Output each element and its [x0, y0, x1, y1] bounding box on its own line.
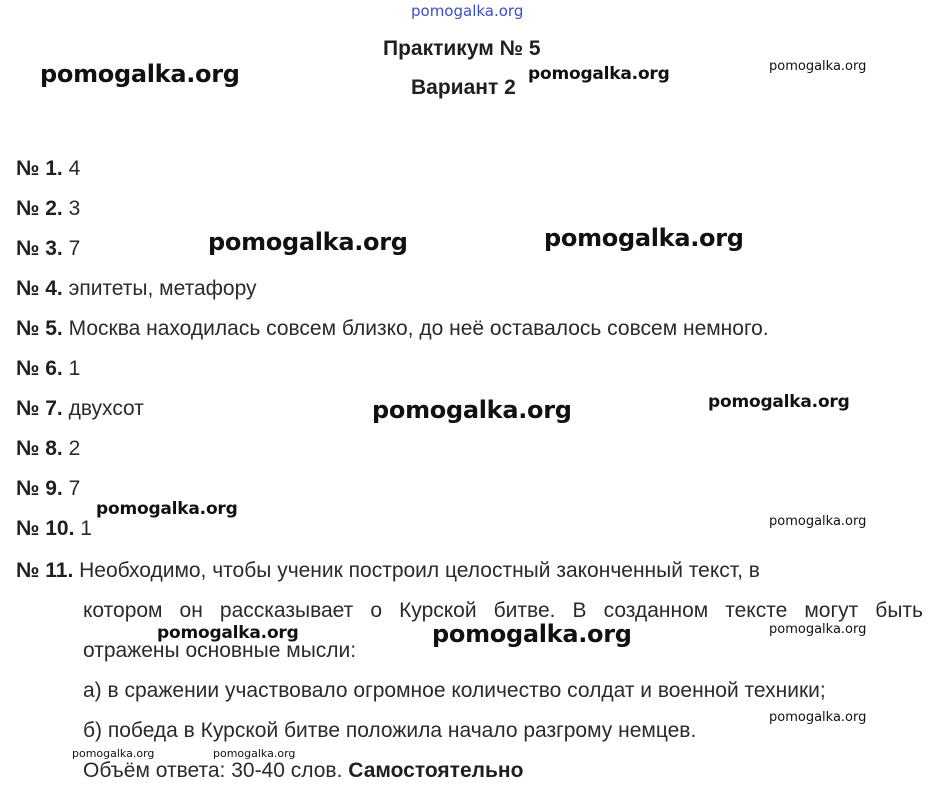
- page-subtitle: Вариант 2: [411, 76, 516, 99]
- task11-point-a: а) в сражении участвовало огромное количество солдат и военной техники;: [83, 679, 826, 702]
- answer-text: двухсот: [68, 397, 144, 420]
- page-title: Практикум № 5: [383, 37, 541, 60]
- answer-number: № 2.: [16, 197, 63, 220]
- watermark: pomogalka.org: [40, 60, 240, 88]
- volume-text: Объём ответа: 30-40 слов.: [83, 759, 343, 782]
- watermark-top: pomogalka.org: [411, 2, 524, 20]
- watermark: pomogalka.org: [769, 514, 867, 529]
- answer-row-4: [16, 276, 257, 302]
- answer-text: 7: [68, 477, 81, 500]
- watermark: pomogalka.org: [213, 747, 296, 760]
- answer-row-10: [16, 516, 92, 542]
- answer-row-9: [16, 476, 80, 502]
- watermark: pomogalka.org: [769, 710, 867, 725]
- volume-bold: Самостоятельно: [348, 759, 524, 782]
- watermark: pomogalka.org: [432, 620, 632, 648]
- answer-text: 1: [80, 517, 92, 540]
- task11-point-b: б) победа в Курской битве положила начало разгрому немцев.: [83, 719, 697, 742]
- answer-number: № 9.: [16, 477, 63, 500]
- answer-number: № 8.: [16, 437, 63, 460]
- task11-line-2: котором он рассказывает о Курской битве. В созданном тексте могут быть: [83, 599, 923, 622]
- answer-number: № 6.: [16, 357, 63, 380]
- watermark: pomogalka.org: [372, 396, 572, 424]
- watermark: pomogalka.org: [544, 224, 744, 252]
- task11-line-3: отражены основные мысли:: [83, 639, 357, 662]
- answer-row-5: [16, 316, 769, 342]
- answer-row-1: [16, 156, 80, 182]
- watermark: pomogalka.org: [528, 64, 670, 84]
- answer-number: № 10.: [16, 517, 75, 540]
- watermark: pomogalka.org: [708, 392, 850, 412]
- answer-text: эпитеты, метафору: [68, 277, 257, 300]
- watermark: pomogalka.org: [96, 499, 238, 519]
- watermark: pomogalka.org: [769, 59, 867, 74]
- watermark: pomogalka.org: [769, 622, 867, 637]
- answer-text: 7: [68, 237, 81, 260]
- watermark: pomogalka.org: [72, 747, 155, 760]
- answer-text: 3: [68, 197, 81, 220]
- answer-row-3: [16, 236, 80, 262]
- watermark: pomogalka.org: [208, 228, 408, 256]
- answer-number: № 3.: [16, 237, 63, 260]
- watermark: pomogalka.org: [157, 623, 299, 643]
- answer-row-11: [16, 558, 760, 584]
- answer-text: 1: [68, 357, 81, 380]
- answer-text: 2: [68, 437, 81, 460]
- answer-number: № 11.: [16, 559, 74, 582]
- answer-number: № 7.: [16, 397, 63, 420]
- task11-volume: [83, 758, 523, 784]
- answer-text: 4: [68, 157, 81, 180]
- answer-text: Необходимо, чтобы ученик построил целостный законченный текст, в: [79, 559, 760, 582]
- answer-number: № 5.: [16, 317, 63, 340]
- answer-number: № 1.: [16, 157, 63, 180]
- answer-row-8: [16, 436, 80, 462]
- answer-row-6: [16, 356, 80, 382]
- answer-row-2: [16, 196, 80, 222]
- answer-number: № 4.: [16, 277, 63, 300]
- answer-text: Москва находилась совсем близко, до неё оставалось совсем немного.: [68, 317, 769, 340]
- answer-row-7: [16, 396, 144, 422]
